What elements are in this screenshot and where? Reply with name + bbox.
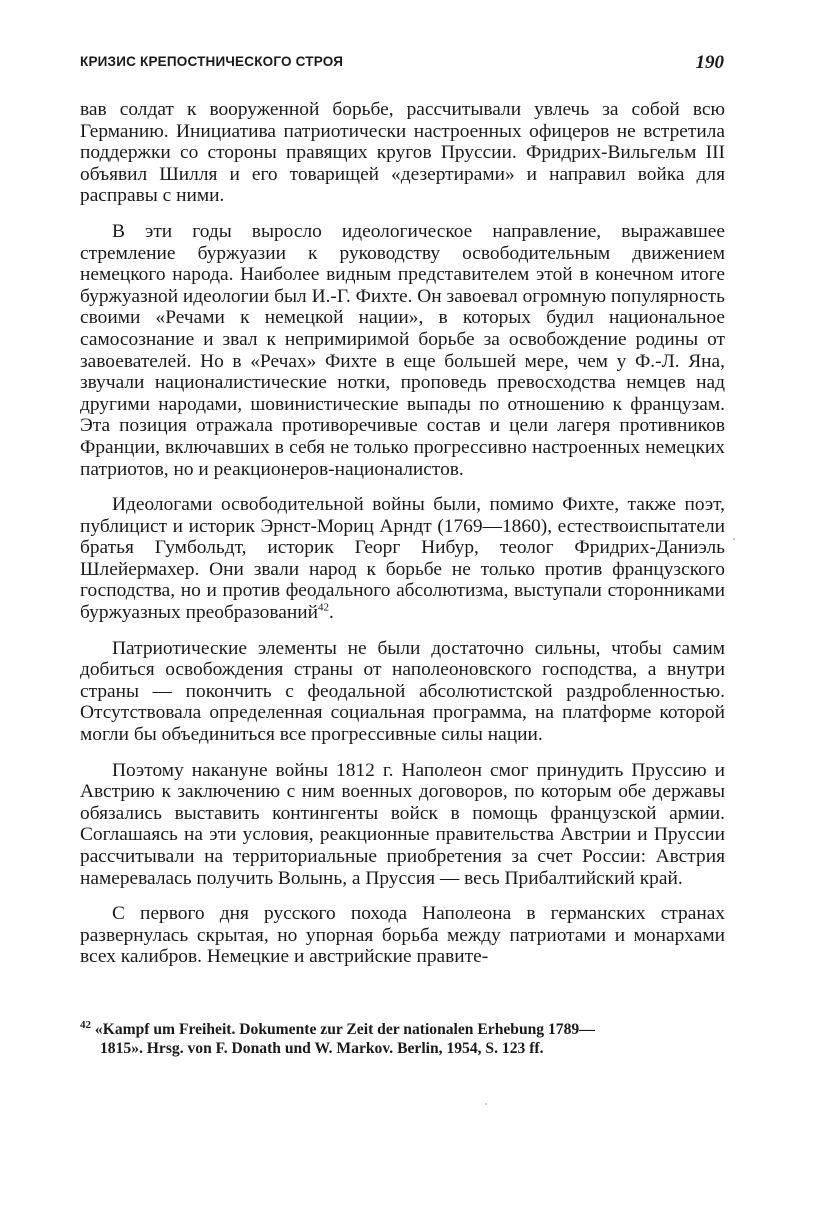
paragraph-1: вав солдат к вооруженной борьбе, рассчитывали увлечь за собой всю Германию. Инициатива патриотически настроенных офицеров не встретила поддержки со стороны правящих кругов Пруссии. Фридрих-Вильгельм III объявил Шилля и его товарищей «дезертирами» и направил войка для расправы с ними. <box>80 99 725 207</box>
scan-speck <box>733 538 735 540</box>
paragraph-6: С первого дня русского похода Наполеона в германских странах развернулась скрытая, но упорная борьба между патриотами и монархами всех калибров. Немецкие и австрийские правите- <box>80 903 725 968</box>
running-title: КРИЗИС КРЕПОСТНИЧЕСКОГО СТРОЯ <box>80 54 344 69</box>
paragraph-4: Патриотические элементы не были достаточно сильны, чтобы самим добиться освобождения страны от наполеоновского господства, а внутри страны — покончить с феодальной абсолютистской раздробленностью. Отсутствовала определенная социальная программа, на платформе которой могли бы объединиться все прогрессивные силы нации. <box>80 637 725 746</box>
footnote-line-1 <box>80 1020 725 1039</box>
paragraph-2: В эти годы выросло идеологическое направление, выражавшее стремление буржуазии к руководству освободительным движением немецкого народа. Наиболее видным представителем этой в конечном итоге буржуазной идеологии был И.-Г. Фихте. Он завоевал огромную популярность своими «Речами к немецкой нации», в которых будил национальное самосознание и звал к непримиримой борьбе за освобождение родины от завоевателей. Но в «Речах» Фихте в еще большей мере, чем у Ф.-Л. Яна, звучали националистические нотки, проповедь превосходства немцев над другими народами, шовинистические выпады по отношению к французам. Эта позиция отражала противоречивые состав и цели лагеря противников Франции, включавших в себя не только прогрессивно настроенных немецких патриотов, но и реакционеров-националистов. <box>80 220 725 480</box>
footnote-line-2: 1815». Hrsg. von F. Donath und W. Markov. Berlin, 1954, S. 123 ff. <box>100 1040 544 1057</box>
footnote-reference[interactable]: 42 <box>318 601 329 614</box>
page-number: 190 <box>695 52 724 73</box>
scan-speck <box>485 1103 487 1105</box>
paragraph-5: Поэтому накануне войны 1812 г. Наполеон смог принудить Пруссию и Австрию к заключению с ним военных договоров, по которым обе державы обязались выставить контингенты войск в помощь французской армии. Соглашаясь на эти условия, реакционные правительства Австрии и Пруссии рассчитывали на территориальные приобретения за счет России: Австрия намеревалась получить Волынь, а Пруссия — весь Прибалтийский край. <box>80 759 725 889</box>
footnote-text-1: «Kampf um Freiheit. Dokumente zur Zeit der nationalen Erhebung 1789— <box>94 1021 595 1038</box>
footnote <box>80 1020 725 1058</box>
running-head <box>80 52 728 76</box>
body-text <box>80 99 725 982</box>
paragraph-3-text: Идеологами освободительной войны были, помимо Фихте, также поэт, публицист и историк Эрнст-Мориц Арндт (1769—1860), естествоиспытатели братья Гумбольдт, историк Георг Нибур, теолог Фридрих-Даниэль Шлейермахер. Они звали народ к борьбе не только против французского господства, но и против феодального абсолютизма, выступали сторонниками буржуазных преобразований <box>80 494 725 624</box>
paragraph-3: Идеологами освободительной войны были, помимо Фихте, также поэт, публицист и историк Эрнст-Мориц Арндт (1769—1860), естествоиспытатели братья Гумбольдт, историк Георг Нибур, теолог Фридрих-Даниэль Шлейермахер. Они звали народ к борьбе не только против французского господства, но и против феодального абсолютизма, выступали сторонниками буржуазных преобразований$^{42}$. <box>80 494 725 624</box>
footnote-number: 42 <box>80 1018 91 1031</box>
